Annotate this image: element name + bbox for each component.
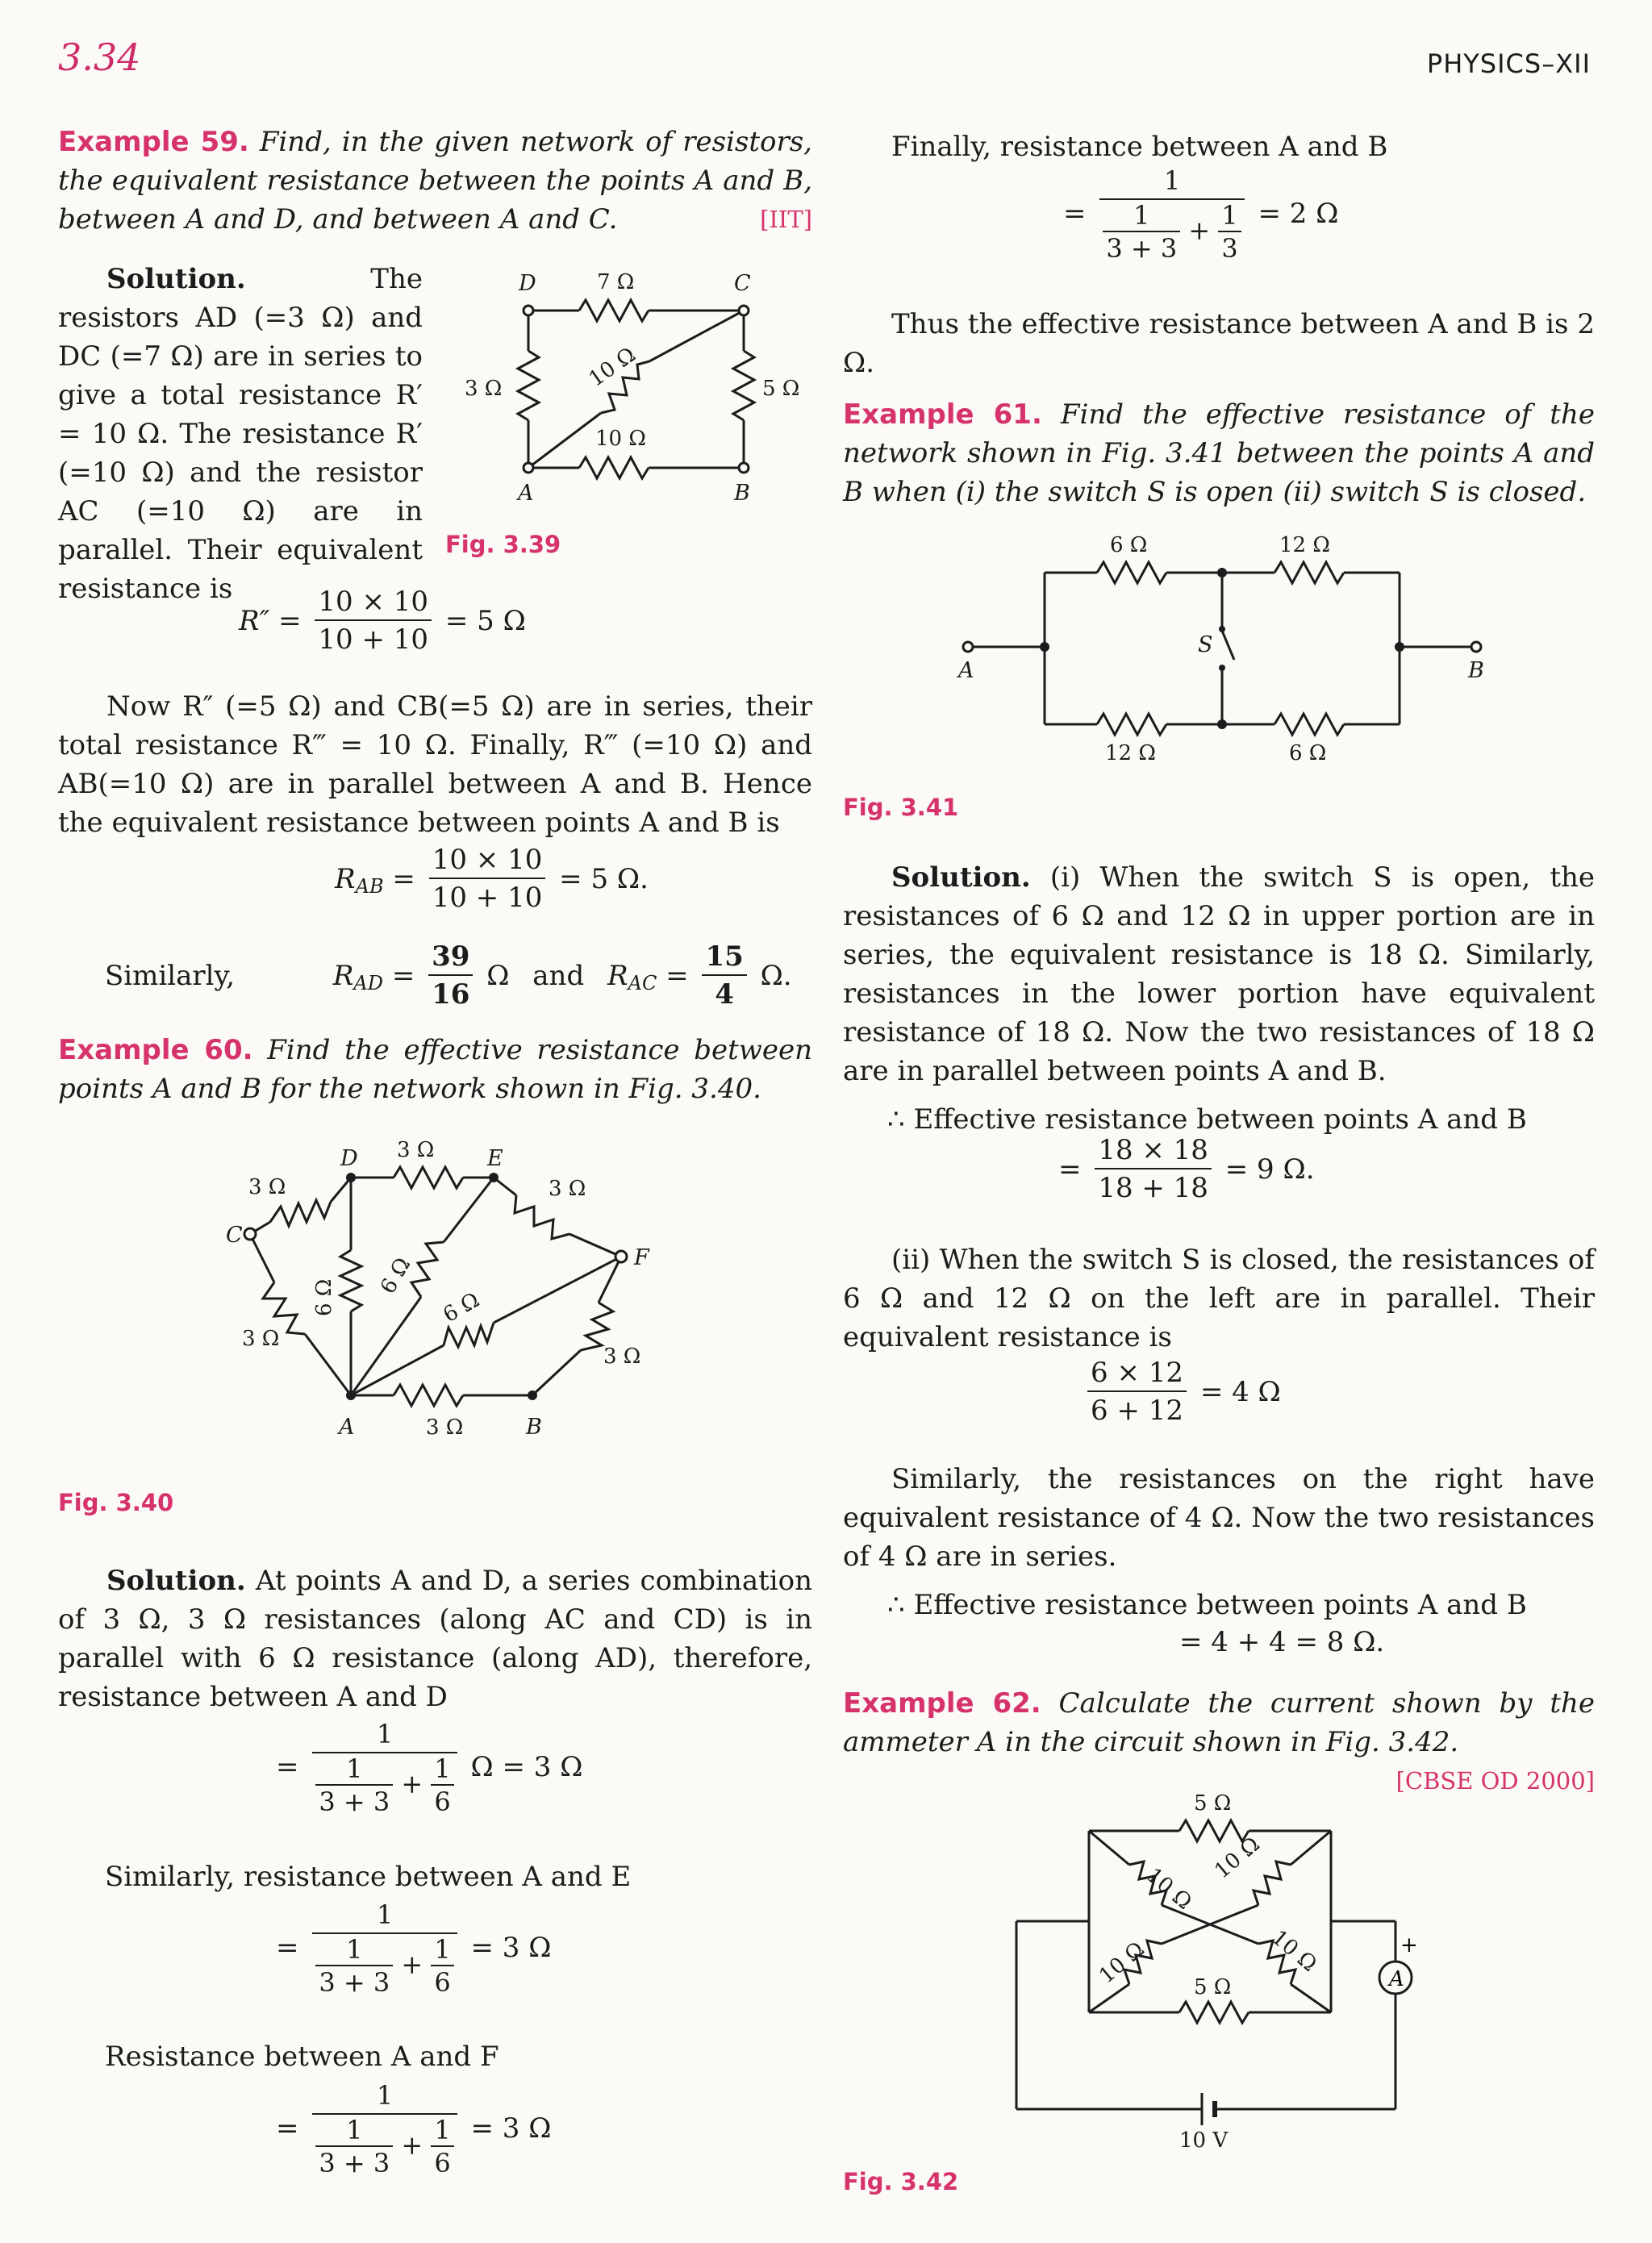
rad-equals: = xyxy=(391,960,415,992)
af-equals: = xyxy=(276,2112,299,2145)
eff1-denominator: 18 + 18 xyxy=(1098,1172,1208,1204)
eq412-numerator: 6 × 12 xyxy=(1087,1355,1187,1392)
ad-one-b: 1 xyxy=(431,1753,453,1786)
page-number: 3.34 xyxy=(58,35,141,79)
resistor-cd-label: 3 Ω xyxy=(248,1175,286,1199)
rad-numerator: 39 xyxy=(428,939,473,976)
node-a-label: A xyxy=(339,1415,355,1440)
figure-3-41-caption: Fig. 3.41 xyxy=(843,794,959,821)
resistor-top-left-label: 6 Ω xyxy=(1110,533,1148,557)
node-d-label: D xyxy=(340,1146,358,1171)
ad-rhs: Ω = 3 Ω xyxy=(470,1751,583,1783)
node-c-label: C xyxy=(734,271,751,296)
resistor-diag-4-label: 10 Ω xyxy=(1266,1925,1321,1977)
resistor-cb-label: 5 Ω xyxy=(762,377,800,401)
ammeter-plus-label: + xyxy=(1400,1933,1418,1957)
figure-3-39-caption: Fig. 3.39 xyxy=(445,531,561,558)
af-denom-a: 3 + 3 xyxy=(319,2148,390,2178)
rac-denominator: 4 xyxy=(715,978,734,1011)
example-59-text: Find, in the given network of resistors, the equivalent resistance between the points A and B, between A and D, and between A and C. xyxy=(58,126,812,236)
example-61-solution-i xyxy=(843,858,1595,1090)
example-62-label: Example 62. xyxy=(843,1687,1041,1720)
equation-ab-final xyxy=(1063,163,1434,265)
resistor-middle-label: 5 Ω xyxy=(1194,1975,1232,1999)
figure-3-41-circuit xyxy=(952,524,1500,766)
resistor-ab-label: 10 Ω xyxy=(595,427,646,451)
example-61-solution-iii xyxy=(843,1460,1595,1576)
ae-one: 1 xyxy=(312,1897,457,1934)
rac-numerator: 15 xyxy=(702,939,746,976)
resistor-ae-label: 6 Ω xyxy=(376,1253,416,1299)
resistor-diag-1-label: 10 Ω xyxy=(1141,1863,1196,1915)
fin-rhs: = 2 Ω xyxy=(1258,198,1339,230)
r2-denominator: 10 + 10 xyxy=(318,623,429,656)
af-denom-b: 6 xyxy=(434,2148,451,2178)
node-b-label: B xyxy=(526,1415,542,1440)
ae-denom-a: 3 + 3 xyxy=(319,1967,390,1998)
example-60-label: Example 60. xyxy=(58,1034,253,1066)
rab-equals: = xyxy=(392,863,415,895)
example-62-tag: [CBSE OD 2000] xyxy=(1395,1767,1595,1795)
figure-3-39-circuit xyxy=(436,266,823,516)
node-f-label: F xyxy=(634,1245,649,1270)
and-word: and xyxy=(532,960,585,992)
resistor-ca-label: 3 Ω xyxy=(242,1327,280,1351)
rac-lhs: R xyxy=(607,960,628,992)
fin-one-b: 1 xyxy=(1218,200,1241,232)
finally-ab-text: Finally, resistance between A and B xyxy=(891,131,1388,163)
example-61-solution-text-2: (ii) When the switch S is closed, the resistances of 6 Ω and 12 Ω on the left are in parallel. Their equivalent resistance is xyxy=(843,1244,1595,1353)
effective-resistance-2: ∴ Effective resistance between points A and B xyxy=(887,1589,1527,1621)
equation-8-ohm: = 4 + 4 = 8 Ω. xyxy=(1179,1626,1385,1658)
fin-denom-a: 3 + 3 xyxy=(1106,233,1178,264)
rab-subscript: AB xyxy=(355,874,384,898)
equation-ae-parallel xyxy=(276,1897,695,1999)
af-plus: + xyxy=(401,2129,423,2161)
af-one-b: 1 xyxy=(431,2115,453,2147)
resistor-ab-label: 3 Ω xyxy=(426,1415,464,1440)
node-d-label: D xyxy=(519,271,536,296)
r2-lhs: R″ = xyxy=(239,605,302,637)
af-one-a: 1 xyxy=(315,2115,393,2147)
figure-3-42-caption: Fig. 3.42 xyxy=(843,2168,959,2195)
example-60-solution-text: At points A and D, a series combination of 3 Ω, 3 Ω resistances (along AC and CD) is in parallel with 6 Ω resistance (along AD), therefore, resistance between A and D xyxy=(58,1565,812,1713)
ae-equals: = xyxy=(276,1932,299,1964)
resistor-top-label: 5 Ω xyxy=(1194,1791,1232,1816)
resistor-af-label: 6 Ω xyxy=(439,1287,484,1328)
eq412-denominator: 6 + 12 xyxy=(1091,1395,1183,1427)
resistor-diag-2-label: 10 Ω xyxy=(1210,1832,1265,1884)
example-59-solution-text: The resistors AD (=3 Ω) and DC (=7 Ω) are in series to give a total resistance R′ = 10 Ω. The resistance R′ (=10 Ω) and the resistor AC (=10 Ω) are in parallel. Their equivalent resistance is xyxy=(58,263,423,605)
fin-equals: = xyxy=(1063,198,1087,230)
node-e-label: E xyxy=(487,1146,503,1171)
solution-label-61: Solution. xyxy=(891,861,1031,894)
figure-3-42-circuit xyxy=(1000,1782,1436,2153)
equation-r-ab xyxy=(335,842,674,916)
ad-one-a: 1 xyxy=(315,1753,393,1786)
resistor-diag-3-label: 10 Ω xyxy=(1095,1937,1149,1989)
example-61-question xyxy=(843,395,1595,511)
ae-one-a: 1 xyxy=(315,1934,393,1966)
example-59-solution-continued xyxy=(58,687,812,842)
ad-plus: + xyxy=(401,1768,423,1799)
thus-text xyxy=(843,305,1595,382)
resistor-bottom-right-label: 6 Ω xyxy=(1289,741,1327,765)
r2-numerator: 10 × 10 xyxy=(315,584,432,621)
node-b-label: B xyxy=(734,481,750,506)
ad-equals: = xyxy=(276,1751,299,1783)
equation-af-parallel xyxy=(276,2078,695,2179)
running-title: PHYSICS–XII xyxy=(1426,48,1591,79)
equation-9-ohm xyxy=(1058,1132,1397,1207)
equation-ad-parallel xyxy=(276,1716,695,1818)
equation-r-double-prime xyxy=(239,584,578,658)
example-61-text: Find the effective resistance of the network shown in Fig. 3.41 between the points A and B when (i) the switch S is open (ii) switch S is closed. xyxy=(843,398,1595,508)
rad-subscript: AD xyxy=(353,971,383,994)
switch-s-label: S xyxy=(1198,632,1213,657)
resistor-ac-label: 10 Ω xyxy=(584,343,640,392)
figure-3-40-circuit xyxy=(210,1129,661,1468)
rad-lhs: R xyxy=(332,960,354,992)
example-62-text: Calculate the current shown by the ammeter A in the circuit shown in Fig. 3.42. xyxy=(843,1687,1596,1758)
battery-label: 10 V xyxy=(1179,2128,1229,2153)
resistance-af-text: Resistance between A and F xyxy=(105,2041,499,2073)
example-60-solution xyxy=(58,1561,812,1716)
equation-4-ohm xyxy=(1083,1355,1405,1429)
ad-denom-b: 6 xyxy=(434,1786,451,1817)
similarly-word: Similarly, xyxy=(105,960,236,992)
example-60-text: Find the effective resistance between points A and B for the network shown in Fig. 3.40. xyxy=(58,1034,812,1105)
example-59-question xyxy=(58,123,812,239)
resistor-fb-label: 3 Ω xyxy=(603,1345,641,1369)
fin-plus: + xyxy=(1188,215,1211,246)
rab-lhs: R xyxy=(335,863,356,895)
rac-unit: Ω. xyxy=(760,960,792,992)
ae-plus: + xyxy=(401,1949,423,1980)
eq412-rhs: = 4 Ω xyxy=(1199,1376,1281,1408)
ad-denom-a: 3 + 3 xyxy=(319,1786,390,1817)
eff1-numerator: 18 × 18 xyxy=(1095,1132,1212,1169)
fin-one-a: 1 xyxy=(1103,200,1180,232)
example-61-solution-text-3: Similarly, the resistances on the right have equivalent resistance of 4 Ω. Now the two resistances of 4 Ω are in series. xyxy=(843,1463,1595,1573)
r2-rhs: = 5 Ω xyxy=(444,605,526,637)
ae-rhs: = 3 Ω xyxy=(470,1932,552,1964)
fin-one: 1 xyxy=(1099,163,1244,200)
solution-label: Solution. xyxy=(106,263,246,295)
equation-rad-rac xyxy=(105,939,815,1013)
resistor-ad-label: 3 Ω xyxy=(465,377,503,401)
thus-sentence: Thus the effective resistance between A and B is 2 Ω. xyxy=(843,308,1595,379)
example-61-solution-ii xyxy=(843,1240,1595,1357)
figure-3-40-caption: Fig. 3.40 xyxy=(58,1489,174,1516)
rad-unit: Ω xyxy=(486,960,510,992)
node-b-label: B xyxy=(1468,658,1484,683)
effective-resistance-1: ∴ Effective resistance between points A and B xyxy=(887,1103,1527,1136)
node-c-label: C xyxy=(226,1223,243,1248)
resistor-ad-label: 6 Ω xyxy=(312,1278,336,1316)
rab-denominator: 10 + 10 xyxy=(432,882,543,914)
ammeter-label: A xyxy=(1389,1967,1404,1991)
resistor-bottom-left-label: 12 Ω xyxy=(1105,741,1156,765)
example-59-label: Example 59. xyxy=(58,126,249,158)
eff1-rhs: = 9 Ω. xyxy=(1224,1153,1315,1186)
rac-subscript: AC xyxy=(628,971,657,994)
ae-one-b: 1 xyxy=(431,1934,453,1966)
af-one: 1 xyxy=(312,2078,457,2115)
rac-equals: = xyxy=(665,960,689,992)
resistor-top-right-label: 12 Ω xyxy=(1279,533,1330,557)
rad-denominator: 16 xyxy=(432,978,470,1011)
rab-rhs: = 5 Ω. xyxy=(559,863,649,895)
example-61-label: Example 61. xyxy=(843,398,1042,431)
example-61-solution-text-1: (i) When the switch S is open, the resistances of 6 Ω and 12 Ω in upper portion are in series, the equivalent resistance is 18 Ω. Similarly, resistances in the lower portion have equivalent resistance of 18 Ω. Now the two resistances of 18 Ω are in parallel between points A and B. xyxy=(843,861,1596,1087)
eff1-equals: = xyxy=(1058,1153,1082,1186)
example-60-question xyxy=(58,1031,812,1108)
ad-one: 1 xyxy=(312,1716,457,1753)
resistor-dc-label: 7 Ω xyxy=(597,270,635,294)
af-rhs: = 3 Ω xyxy=(470,2112,552,2145)
ae-denom-b: 6 xyxy=(434,1967,451,1998)
example-59-solution xyxy=(58,260,423,608)
example-59-solution-text-2: Now R″ (=5 Ω) and CB(=5 Ω) are in series, their total resistance R‴ = 10 Ω. Finally, R‴ (=10 Ω) and AB(=10 Ω) are in parallel between A and B. Hence the equivalent resistance between points A and B is xyxy=(58,690,812,839)
rab-numerator: 10 × 10 xyxy=(429,842,546,879)
solution-label-60: Solution. xyxy=(106,1565,246,1597)
example-59-tag: [IIT] xyxy=(760,206,812,233)
node-a-label: A xyxy=(958,658,974,683)
resistor-ef-label: 3 Ω xyxy=(549,1177,586,1201)
similarly-ae-text: Similarly, resistance between A and E xyxy=(105,1861,632,1893)
node-a-label: A xyxy=(518,481,534,506)
fin-denom-b: 3 xyxy=(1221,233,1238,264)
resistor-de-label: 3 Ω xyxy=(397,1138,435,1162)
